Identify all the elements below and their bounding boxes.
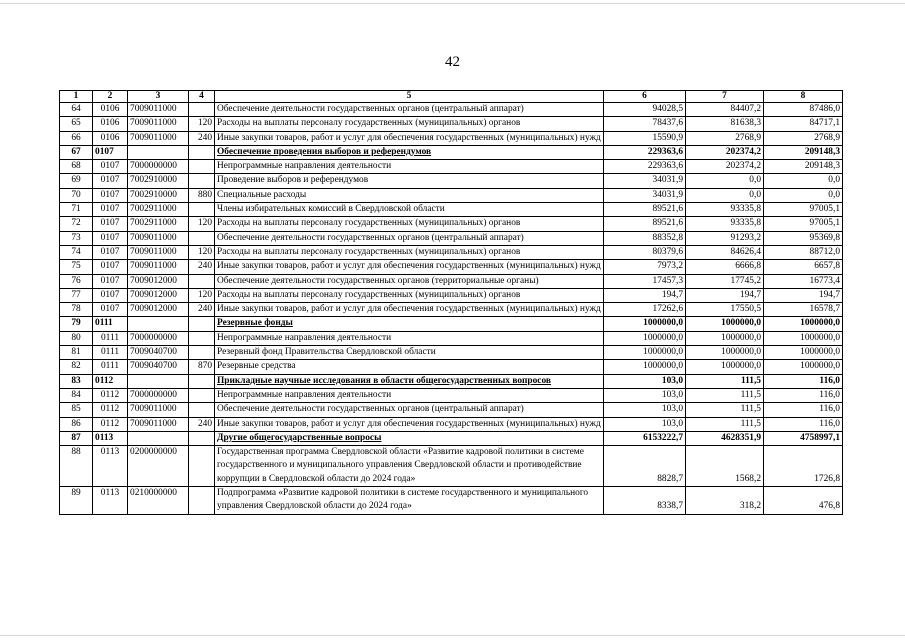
amount-col6-cell: 1000000,0: [604, 331, 686, 345]
table-row: [60, 145, 843, 159]
item-name-cell: Иные закупки товаров, работ и услуг для обеспечения государственных (муниципальных) нужд: [215, 131, 604, 145]
amount-col7-cell: 6666,8: [686, 260, 764, 274]
expense-type-cell: [189, 331, 215, 345]
item-name-cell: Расходы на выплаты персоналу государственных (муниципальных) органов: [215, 288, 604, 302]
amount-col6-cell: 80379,6: [604, 245, 686, 259]
amount-col8-cell: 95369,8: [764, 231, 843, 245]
expense-type-cell: 120: [189, 217, 215, 231]
item-name-cell: Непрограммные направления деятельности: [215, 160, 604, 174]
amount-col8-cell: 1000000,0: [764, 317, 843, 331]
amount-col7-cell: 1000000,0: [686, 360, 764, 374]
amount-col8-cell: 1000000,0: [764, 360, 843, 374]
expense-type-cell: [189, 203, 215, 217]
section-code-cell: 0106: [93, 103, 128, 117]
amount-col6-cell: 34031,9: [604, 188, 686, 202]
item-name-cell: Обеспечение проведения выборов и референдумов: [215, 145, 604, 159]
section-code-cell: 0111: [93, 331, 128, 345]
target-article-cell: 7009011000: [128, 117, 189, 131]
row-number-cell: 68: [60, 160, 93, 174]
amount-col8-cell: 84717,1: [764, 117, 843, 131]
section-code-cell: 0113: [93, 487, 128, 515]
amount-col6-cell: 7973,2: [604, 260, 686, 274]
section-code-cell: 0107: [93, 303, 128, 317]
section-code-cell: 0112: [93, 417, 128, 431]
item-name-cell: Иные закупки товаров, работ и услуг для обеспечения государственных (муниципальных) нужд: [215, 417, 604, 431]
amount-col8-cell: 116,0: [764, 403, 843, 417]
table-row: [60, 231, 843, 245]
row-number-cell: 88: [60, 446, 93, 487]
row-number-cell: 76: [60, 274, 93, 288]
amount-col6-cell: 17262,6: [604, 303, 686, 317]
row-number-cell: 71: [60, 203, 93, 217]
amount-col7-cell: 1000000,0: [686, 346, 764, 360]
section-code-cell: 0107: [93, 260, 128, 274]
amount-col7-cell: 202374,2: [686, 145, 764, 159]
amount-col8-cell: 116,0: [764, 374, 843, 388]
row-number-cell: 73: [60, 231, 93, 245]
target-article-cell: 7000000000: [128, 160, 189, 174]
amount-col6-cell: 194,7: [604, 288, 686, 302]
amount-col8-cell: 194,7: [764, 288, 843, 302]
table-row: [60, 487, 843, 515]
target-article-cell: 7009011000: [128, 131, 189, 145]
amount-col7-cell: 84626,4: [686, 245, 764, 259]
row-number-cell: 64: [60, 103, 93, 117]
target-article-cell: 7009012000: [128, 274, 189, 288]
section-code-cell: 0111: [93, 346, 128, 360]
amount-col6-cell: 103,0: [604, 403, 686, 417]
amount-col7-cell: 81638,3: [686, 117, 764, 131]
expense-type-cell: [189, 388, 215, 402]
item-name-cell: Члены избирательных комиссий в Свердловской области: [215, 203, 604, 217]
expense-type-cell: [189, 274, 215, 288]
expense-type-cell: 240: [189, 303, 215, 317]
table-row: [60, 431, 843, 445]
section-code-cell: 0107: [93, 245, 128, 259]
amount-col6-cell: 1000000,0: [604, 346, 686, 360]
target-article-cell: 7009011000: [128, 245, 189, 259]
budget-table: [59, 90, 843, 515]
item-name-cell: Проведение выборов и референдумов: [215, 174, 604, 188]
amount-col7-cell: 0,0: [686, 174, 764, 188]
amount-col7-cell: 4628351,9: [686, 431, 764, 445]
section-code-cell: 0107: [93, 160, 128, 174]
amount-col6-cell: 15590,9: [604, 131, 686, 145]
item-name-cell: Прикладные научные исследования в области общегосударственных вопросов: [215, 374, 604, 388]
row-number-cell: 72: [60, 217, 93, 231]
table-row: [60, 403, 843, 417]
amount-col8-cell: 0,0: [764, 188, 843, 202]
page-number: 42: [445, 54, 460, 70]
expense-type-cell: 120: [189, 245, 215, 259]
table-body: [60, 91, 843, 515]
item-name-cell: Подпрограмма «Развитие кадровой политики в системе государственного и муниципального управления Свердловской области до 2024 года»: [215, 487, 604, 515]
amount-col8-cell: 116,0: [764, 417, 843, 431]
row-number-cell: 65: [60, 117, 93, 131]
table-row: [60, 160, 843, 174]
target-article-cell: 0200000000: [128, 446, 189, 487]
table-row: [60, 417, 843, 431]
amount-col7-cell: 2768,9: [686, 131, 764, 145]
table-row: [60, 188, 843, 202]
item-name-cell: Обеспечение деятельности государственных органов (центральный аппарат): [215, 103, 604, 117]
row-number-cell: 75: [60, 260, 93, 274]
expense-type-cell: 880: [189, 188, 215, 202]
target-article-cell: [128, 145, 189, 159]
section-code-cell: 0111: [93, 317, 128, 331]
target-article-cell: 7009011000: [128, 403, 189, 417]
amount-col8-cell: 97005,1: [764, 217, 843, 231]
table-row: [60, 346, 843, 360]
amount-col8-cell: 2768,9: [764, 131, 843, 145]
amount-col7-cell: 17745,2: [686, 274, 764, 288]
item-name-cell: Государственная программа Свердловской области «Развитие кадровой политики в системе государственного и муниципального управления Свердловской области и противодействие коррупции в Свердловской области до 2024 года»: [215, 446, 604, 487]
amount-col6-cell: 103,0: [604, 417, 686, 431]
expense-type-cell: [189, 431, 215, 445]
amount-col6-cell: 1000000,0: [604, 360, 686, 374]
table-row: [60, 446, 843, 487]
amount-col6-cell: 1000000,0: [604, 317, 686, 331]
table-row: [60, 288, 843, 302]
row-number-cell: 86: [60, 417, 93, 431]
amount-col6-cell: 89521,6: [604, 203, 686, 217]
amount-col6-cell: 34031,9: [604, 174, 686, 188]
expense-type-cell: 120: [189, 288, 215, 302]
section-code-cell: 0107: [93, 274, 128, 288]
amount-col7-cell: 111,5: [686, 388, 764, 402]
table-row: [60, 360, 843, 374]
amount-col8-cell: 1000000,0: [764, 331, 843, 345]
amount-col7-cell: 194,7: [686, 288, 764, 302]
expense-type-cell: 240: [189, 260, 215, 274]
amount-col7-cell: 111,5: [686, 374, 764, 388]
expense-type-cell: [189, 346, 215, 360]
expense-type-cell: [189, 446, 215, 487]
amount-col8-cell: 476,8: [764, 487, 843, 515]
amount-col7-cell: 111,5: [686, 403, 764, 417]
amount-col6-cell: 78437,6: [604, 117, 686, 131]
amount-col7-cell: 84407,2: [686, 103, 764, 117]
amount-col7-cell: 0,0: [686, 188, 764, 202]
amount-col8-cell: 97005,1: [764, 203, 843, 217]
amount-col8-cell: 209148,3: [764, 160, 843, 174]
section-code-cell: 0107: [93, 203, 128, 217]
expense-type-cell: 120: [189, 117, 215, 131]
expense-type-cell: 240: [189, 131, 215, 145]
amount-col7-cell: 202374,2: [686, 160, 764, 174]
amount-col7-cell: 1000000,0: [686, 317, 764, 331]
column-header: 6: [604, 91, 686, 103]
table-header-row: [60, 91, 843, 103]
item-name-cell: Непрограммные направления деятельности: [215, 388, 604, 402]
column-header: 1: [60, 91, 93, 103]
table-row: [60, 117, 843, 131]
amount-col8-cell: 4758997,1: [764, 431, 843, 445]
row-number-cell: 89: [60, 487, 93, 515]
item-name-cell: Иные закупки товаров, работ и услуг для обеспечения государственных (муниципальных) нужд: [215, 303, 604, 317]
column-header: 2: [93, 91, 128, 103]
amount-col7-cell: 111,5: [686, 417, 764, 431]
amount-col8-cell: 6657,8: [764, 260, 843, 274]
amount-col6-cell: 229363,6: [604, 160, 686, 174]
row-number-cell: 67: [60, 145, 93, 159]
amount-col7-cell: 318,2: [686, 487, 764, 515]
row-number-cell: 78: [60, 303, 93, 317]
amount-col8-cell: 1000000,0: [764, 346, 843, 360]
row-number-cell: 66: [60, 131, 93, 145]
amount-col8-cell: 0,0: [764, 174, 843, 188]
target-article-cell: 0210000000: [128, 487, 189, 515]
table-row: [60, 331, 843, 345]
target-article-cell: [128, 374, 189, 388]
column-header: 3: [128, 91, 189, 103]
expense-type-cell: 240: [189, 417, 215, 431]
amount-col7-cell: 1000000,0: [686, 331, 764, 345]
item-name-cell: Резервные фонды: [215, 317, 604, 331]
table-row: [60, 260, 843, 274]
amount-col7-cell: 17550,5: [686, 303, 764, 317]
row-number-cell: 85: [60, 403, 93, 417]
target-article-cell: 7009011000: [128, 260, 189, 274]
item-name-cell: Расходы на выплаты персоналу государственных (муниципальных) органов: [215, 245, 604, 259]
target-article-cell: 7009011000: [128, 103, 189, 117]
expense-type-cell: [189, 231, 215, 245]
section-code-cell: 0107: [93, 217, 128, 231]
section-code-cell: 0112: [93, 374, 128, 388]
amount-col6-cell: 103,0: [604, 374, 686, 388]
item-name-cell: Обеспечение деятельности государственных органов (центральный аппарат): [215, 403, 604, 417]
item-name-cell: Резервный фонд Правительства Свердловской области: [215, 346, 604, 360]
expense-type-cell: [189, 317, 215, 331]
item-name-cell: Обеспечение деятельности государственных органов (центральный аппарат): [215, 231, 604, 245]
row-number-cell: 83: [60, 374, 93, 388]
column-header: 8: [764, 91, 843, 103]
item-name-cell: Другие общегосударственные вопросы: [215, 431, 604, 445]
row-number-cell: 84: [60, 388, 93, 402]
expense-type-cell: [189, 160, 215, 174]
column-header: 4: [189, 91, 215, 103]
expense-type-cell: 870: [189, 360, 215, 374]
table-row: [60, 131, 843, 145]
amount-col7-cell: 1568,2: [686, 446, 764, 487]
table-row: [60, 103, 843, 117]
row-number-cell: 79: [60, 317, 93, 331]
section-code-cell: 0111: [93, 360, 128, 374]
amount-col6-cell: 88352,8: [604, 231, 686, 245]
item-name-cell: Обеспечение деятельности государственных органов (территориальные органы): [215, 274, 604, 288]
column-header: 7: [686, 91, 764, 103]
section-code-cell: 0107: [93, 188, 128, 202]
expense-type-cell: [189, 487, 215, 515]
table-row: [60, 203, 843, 217]
target-article-cell: 7009040700: [128, 360, 189, 374]
section-code-cell: 0106: [93, 131, 128, 145]
row-number-cell: 69: [60, 174, 93, 188]
amount-col8-cell: 116,0: [764, 388, 843, 402]
amount-col6-cell: 6153222,7: [604, 431, 686, 445]
expense-type-cell: [189, 103, 215, 117]
target-article-cell: [128, 431, 189, 445]
amount-col6-cell: 8338,7: [604, 487, 686, 515]
section-code-cell: 0107: [93, 145, 128, 159]
table-row: [60, 317, 843, 331]
amount-col6-cell: 17457,3: [604, 274, 686, 288]
amount-col7-cell: 91293,2: [686, 231, 764, 245]
target-article-cell: 7009011000: [128, 231, 189, 245]
target-article-cell: 7000000000: [128, 388, 189, 402]
target-article-cell: 7002911000: [128, 203, 189, 217]
section-code-cell: 0112: [93, 403, 128, 417]
amount-col6-cell: 94028,5: [604, 103, 686, 117]
item-name-cell: Расходы на выплаты персоналу государственных (муниципальных) органов: [215, 117, 604, 131]
section-code-cell: 0113: [93, 431, 128, 445]
section-code-cell: 0107: [93, 231, 128, 245]
item-name-cell: Иные закупки товаров, работ и услуг для обеспечения государственных (муниципальных) нужд: [215, 260, 604, 274]
section-code-cell: 0107: [93, 174, 128, 188]
expense-type-cell: [189, 174, 215, 188]
row-number-cell: 74: [60, 245, 93, 259]
scan-edge-top: [0, 3, 905, 4]
amount-col8-cell: 88712,0: [764, 245, 843, 259]
table-row: [60, 274, 843, 288]
expense-type-cell: [189, 145, 215, 159]
row-number-cell: 70: [60, 188, 93, 202]
target-article-cell: 7002910000: [128, 174, 189, 188]
row-number-cell: 82: [60, 360, 93, 374]
column-header: 5: [215, 91, 604, 103]
amount-col8-cell: 209148,3: [764, 145, 843, 159]
expense-type-cell: [189, 403, 215, 417]
item-name-cell: Резервные средства: [215, 360, 604, 374]
table-row: [60, 174, 843, 188]
amount-col7-cell: 93335,8: [686, 217, 764, 231]
table-row: [60, 303, 843, 317]
amount-col6-cell: 89521,6: [604, 217, 686, 231]
target-article-cell: [128, 317, 189, 331]
amount-col6-cell: 8828,7: [604, 446, 686, 487]
target-article-cell: 7009012000: [128, 303, 189, 317]
target-article-cell: 7000000000: [128, 331, 189, 345]
section-code-cell: 0113: [93, 446, 128, 487]
target-article-cell: 7002911000: [128, 217, 189, 231]
target-article-cell: 7009011000: [128, 417, 189, 431]
amount-col8-cell: 16773,4: [764, 274, 843, 288]
scan-edge-bottom: [0, 635, 905, 636]
table-row: [60, 374, 843, 388]
expense-type-cell: [189, 374, 215, 388]
amount-col6-cell: 229363,6: [604, 145, 686, 159]
amount-col6-cell: 103,0: [604, 388, 686, 402]
row-number-cell: 77: [60, 288, 93, 302]
amount-col8-cell: 1726,8: [764, 446, 843, 487]
target-article-cell: 7009040700: [128, 346, 189, 360]
amount-col8-cell: 16578,7: [764, 303, 843, 317]
row-number-cell: 81: [60, 346, 93, 360]
section-code-cell: 0112: [93, 388, 128, 402]
amount-col7-cell: 93335,8: [686, 203, 764, 217]
row-number-cell: 80: [60, 331, 93, 345]
target-article-cell: 7002910000: [128, 188, 189, 202]
item-name-cell: Расходы на выплаты персоналу государственных (муниципальных) органов: [215, 217, 604, 231]
section-code-cell: 0107: [93, 288, 128, 302]
target-article-cell: 7009012000: [128, 288, 189, 302]
table-row: [60, 217, 843, 231]
section-code-cell: 0106: [93, 117, 128, 131]
item-name-cell: Непрограммные направления деятельности: [215, 331, 604, 345]
amount-col8-cell: 87486,0: [764, 103, 843, 117]
table-row: [60, 245, 843, 259]
row-number-cell: 87: [60, 431, 93, 445]
item-name-cell: Специальные расходы: [215, 188, 604, 202]
table-row: [60, 388, 843, 402]
